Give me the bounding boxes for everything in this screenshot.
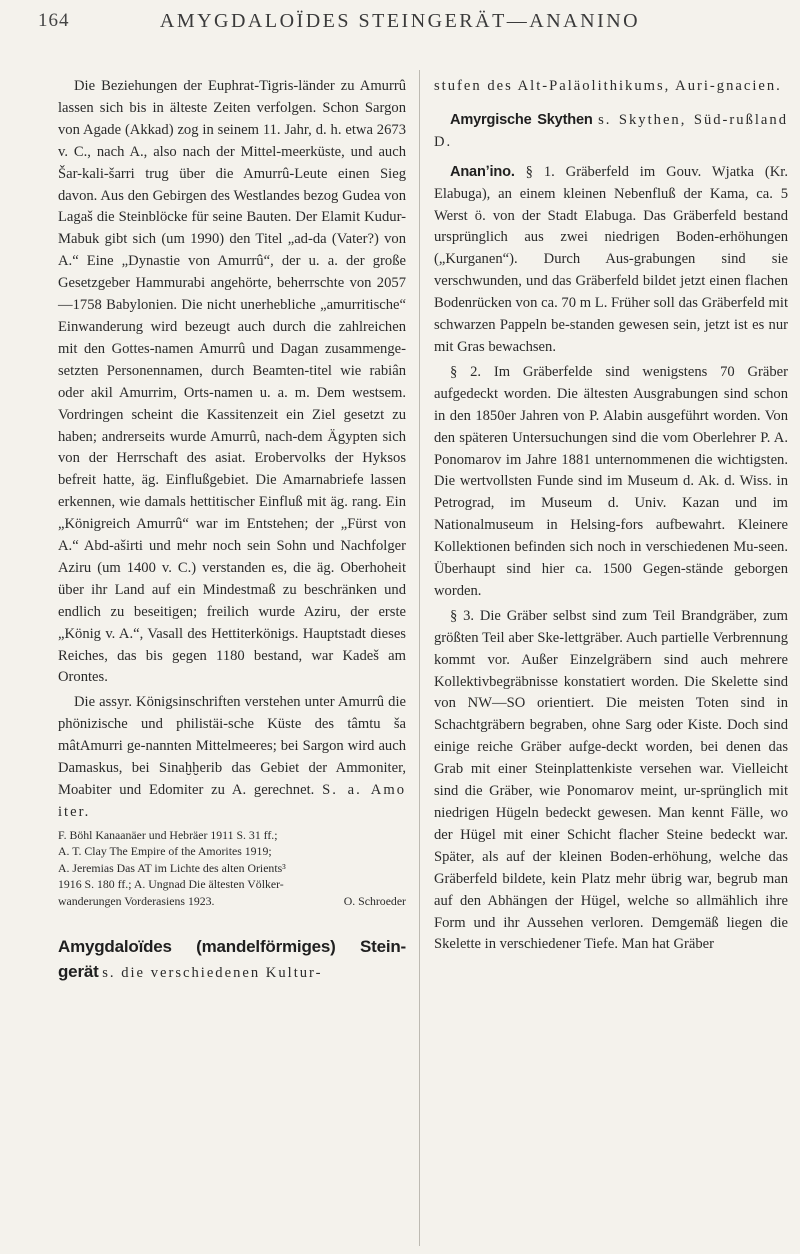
reference-line: 1916 S. 180 ff.; A. Ungnad Die ältesten Völker- (58, 877, 284, 892)
amurru-paragraph-2 (58, 692, 406, 823)
reference-line: A. Jeremias Das AT im Lichte des alten Orients³ (58, 860, 286, 875)
right-column (434, 76, 788, 959)
amygdaloides-continuation: stufen des Alt-Paläolithikums, Auri-gnacien. (434, 78, 782, 94)
amygdaloides-headword: Amygdaloïdes (mandelförmiges) Stein-gerät (58, 937, 406, 982)
page-number: 164 (38, 10, 70, 31)
amyrgische-entry (434, 110, 788, 154)
running-title: AMYGDALOÏDES STEINGERÄT—ANANINO (159, 10, 641, 32)
amurru-paragraph-2-text: Die assyr. Königsinschriften verstehen unter Amurrû die phönizische und philistäi-sche Küste des tâmtu ša mâtAmurri ge-nannten Mittelmeeres; bei Sargon wird auch Damaskus, bei Sinaḫḫerib das Gebiet der Ammoniter, Moabiter und Edomiter zu A. gerechnet. (58, 694, 406, 798)
reference-line (58, 893, 406, 910)
ananino-paragraph-3: § 3. Die Gräber selbst sind zum Teil Brandgräber, zum größten Teil aber Ske-lettgräber. Auch partielle Verbrennung kommt vor. Außer Einzelgräbern sind auch mehrere Kollektivbegräbnisse konstatiert worden. Die Skelette sind von NW—SO orientiert. Die meisten Toten sind in Schachtgräbern begraben, ohne Sarg oder Kiste. Doch sind einige reiche Gräber aufge-deckt worden, bei denen das Grab mit einer Steinplattenkiste versehen war. Vielleicht sind die Gräber, wie Ponomarov meint, ur-sprünglich mit niedrigen Hügeln bedeckt gewesen. Man kennt Fälle, wo der Hügel mit einer Schicht flacher Steine bedeckt war. Später, als auf der kleinen Boden-erhöhung, welche das Gräberfeld bildete, kein Platz mehr übrig war, begrub man auf den Abhängen der Hügel, welche so allmählich ihre Form und ihr Aussehen verloren. Demgemäß liegen die Skelette in verschiedener Tiefe. Man hat Gräber (434, 607, 788, 953)
page-header (38, 10, 762, 42)
amurru-paragraph-1: Die Beziehungen der Euphrat-Tigris-länder zu Amurrû lassen sich bis in älteste Zeiten verfolgen. Schon Sargon von Agade (Akkad) zog in seinem 11. Jahr, d. h. etwa 2673 v. C., nach A., also nach der Mittel-meerküste, und auch Šar-kali-šarri trug über die Amurrû-Leute einen Sieg davon. Aus den Gebirgen des Westlandes bezog Gudea von Lagaš die Steinblöcke für seine Bauten. Der Elamit Kudur-Mabuk gibt sich (um 1990) den Titel „ad-da (Vater?) von A.“ Eine „Dynastie von Amurrû“, der u. a. der große Gesetzgeber Hammurabi angehörte, beherrschte von 2057—1758 Babylonien. Die nicht unerhebliche „amurritische“ Einwanderung wird bezeugt auch durch die zahlreichen mit den Gottes-namen Amurrû und Dagan zusammenge-setzten Personennamen, durch Beamten-titel wie rabiân oder akil Amurrim, Orts-namen u. a. m. Dem westsem. Vordringen scheint die Kassitenzeit ein Ziel gesetzt zu haben; andrerseits wurde Amurrû, nach-dem Ägypten sich von der Herrschaft des asiat. Erobervolks der Hyksos befreit hatte, äg. Einflußgebiet. Die Amarnabriefe lassen erkennen, wie damals hettitischer Einfluß mit äg. rang. Ein „Königreich Amurrû“ war im Entstehen; der „Fürst von A.“ Abd-aširti und mehr noch sein Sohn und Nachfolger Aziru (um 1400 v. C.) verstanden es, die äg. Oberhoheit über ihr Land auf ein Mindestmaß zu beschränken und endlich zu beseitigen; freilich wurde Aziru, der erste „König v. A.“, Vasall des Hettiterkönigs. Hauptstadt dieses Reiches, das bis gegen 1180 bestand, war Kadeš am Orontes. (58, 78, 406, 686)
amurru-references (58, 827, 406, 910)
reference-line-text: wanderungen Vorderasiens 1923. (58, 893, 215, 908)
reference-line: A. T. Clay The Empire of the Amorites 1919; (58, 844, 272, 859)
ananino-headword: Ananʼino. (450, 163, 515, 180)
column-divider (419, 70, 420, 1246)
reference-line: F. Böhl Kanaanäer und Hebräer 1911 S. 31 ff.; (58, 827, 278, 842)
ananino-paragraph-1: § 1. Gräberfeld im Gouv. Wjatka (Kr. Elabuga), an einem kleinen Nebenfluß der Kama, ca. 5 Werst ö. von der Stadt Elabuga. Das Gräberfeld bestand ursprünglich aus zwei niedrigen Boden-erhöhungen („Kurganen“). Durch Aus-grabungen sind sie verschwunden, und das Gräberfeld bildet jetzt einen flachen Bodenrücken von ca. 70 m L. Früher soll das Gräberfeld mit schwarzen Pappeln be-standen gewesen sein, jetzt ist es nur mit Gras bewachsen. (434, 163, 789, 355)
amygdaloides-entry (58, 935, 406, 985)
left-column (58, 76, 406, 988)
ananino-paragraph-2: § 2. Im Gräberfelde sind wenigstens 70 Gräber aufgedeckt worden. Die ältesten Ausgrabungen sind schon in den 1850er Jahren von P. Alabin ausgeführt worden. Von den späteren Untersuchungen sind die vom Oberlehrer P. A. Ponomarov im Jahre 1881 unternommenen die wichtigsten. Die wertvollsten Funde sind im Museum d. Ak. d. Wiss. in Petrograd, im Museum d. Univ. Kazan und im Nationalmuseum in Helsing-fors aufbewahrt. Kleinere Kollektionen befinden sich noch in verschiedenen Mu-seen. Überhaupt sind hier ca. 1500 Gegen-stände geborgen worden. (434, 363, 788, 599)
amyrgische-headword: Amyrgische Skythen (450, 111, 593, 128)
amurru-crossref: S. a. Amo iter. (58, 782, 406, 820)
article-author: O. Schroeder (343, 893, 406, 908)
amyrgische-body: s. Skythen, Süd-rußland D. (434, 111, 789, 150)
ananino-entry (434, 162, 788, 359)
amygdaloides-body: s. die verschiedenen Kultur- (102, 965, 323, 982)
